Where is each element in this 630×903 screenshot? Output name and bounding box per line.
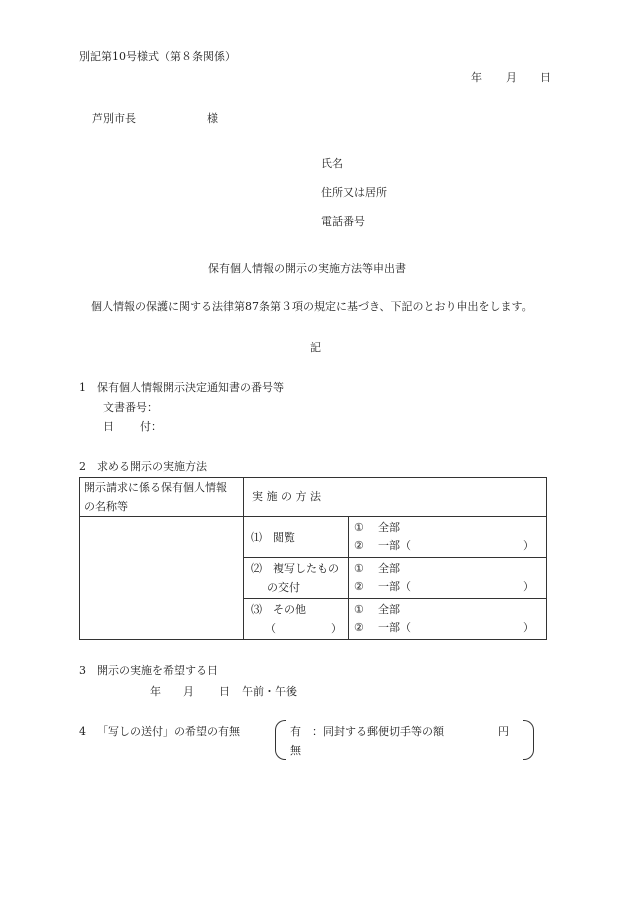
addressee-mayor: 芦別市長: [92, 112, 136, 125]
section3-heading: 3 開示の実施を希望する日: [79, 664, 218, 677]
document-title: 保有個人情報の開示の実施方法等申出書: [208, 262, 406, 275]
options-cell-1: ① 全部 ② 一部（ ）: [349, 517, 547, 558]
method-cell-1: ⑴ 閲覧: [244, 517, 349, 558]
intro-text: 個人情報の保護に関する法律第87条第３項の規定に基づき、下記のとおり申出をします。: [91, 300, 533, 313]
section1-heading: 1 保有個人情報開示決定通知書の番号等: [79, 381, 284, 394]
option-no-label: 無: [290, 744, 301, 757]
options-cell-3: ① 全部 ② 一部（ ）: [349, 599, 547, 640]
method-cell-3: ⑶ その他 （ ）: [244, 599, 349, 640]
left-bracket: [275, 720, 286, 760]
date-label-a: 日: [103, 420, 114, 433]
table-header-method: 実 施 の 方 法: [244, 478, 547, 517]
name-label: 氏名: [321, 157, 343, 170]
section3-day-label: 日: [219, 685, 230, 698]
ki-label: 記: [310, 341, 321, 354]
date-year-label: 年: [471, 71, 482, 84]
date-month-label: 月: [506, 71, 517, 84]
form-id: 別記第10号様式（第８条関係）: [79, 50, 236, 63]
section4-heading: 「写しの送付」の希望の有無: [97, 725, 240, 738]
info-name-cell: [80, 517, 244, 640]
yen-label: 円: [498, 725, 509, 738]
option-yes-label: 有: [290, 725, 301, 738]
section3-ampm-label: 午前・午後: [242, 685, 297, 698]
phone-label: 電話番号: [321, 215, 365, 228]
right-bracket: [523, 720, 534, 760]
postage-amount-label: ：同封する郵便切手等の額: [312, 725, 444, 738]
method-cell-2: ⑵ 複写したもの の交付: [244, 558, 349, 599]
address-label: 住所又は居所: [321, 186, 387, 199]
doc-number-label: 文書番号：: [103, 401, 158, 414]
addressee-honorific: 様: [207, 112, 218, 125]
section3-month-label: 月: [183, 685, 194, 698]
table-header-info-name: 開示請求に係る保有個人情報 の名称等: [80, 478, 244, 517]
table-row: [80, 517, 547, 558]
section2-heading: 2 求める開示の実施方法: [79, 460, 207, 473]
date-label-b: 付：: [140, 420, 162, 433]
method-table: [79, 477, 547, 640]
options-cell-2: ① 全部 ② 一部（ ）: [349, 558, 547, 599]
section4-number: 4: [79, 725, 86, 738]
section3-year-label: 年: [150, 685, 161, 698]
date-day-label: 日: [540, 71, 551, 84]
